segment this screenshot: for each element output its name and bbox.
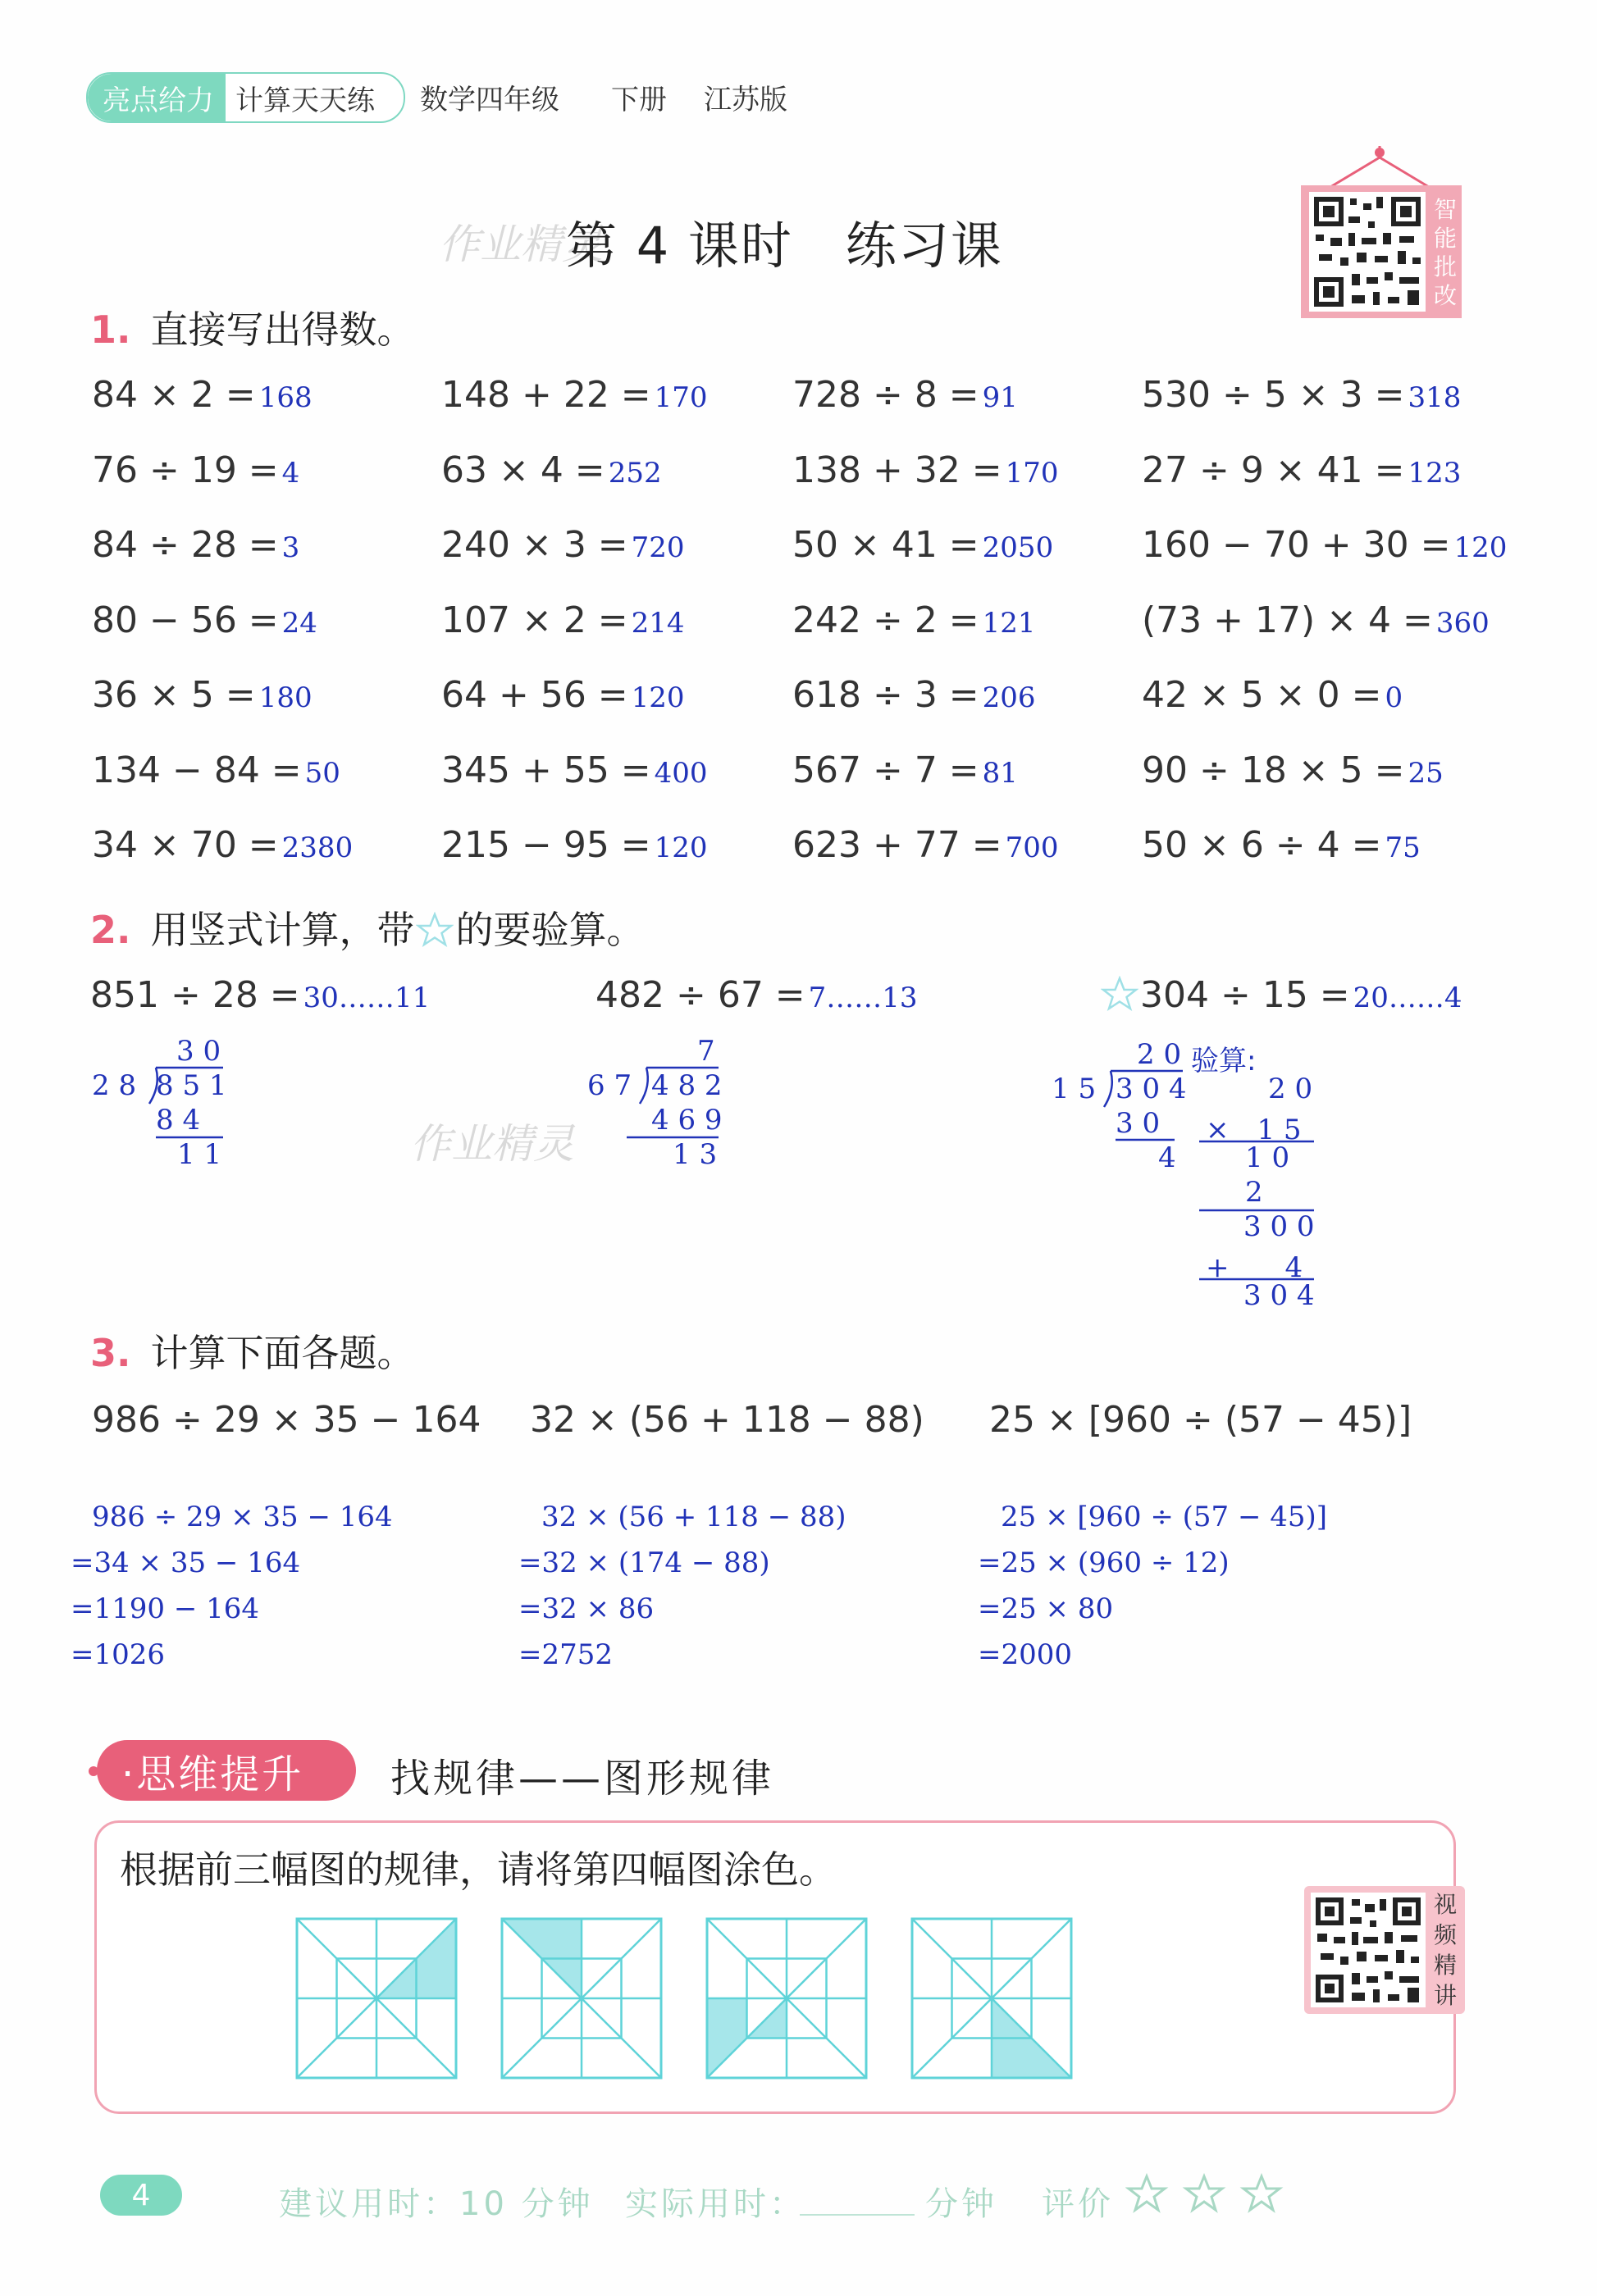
s2-problem-1: 851 ÷ 28 = 30……11 [90, 974, 431, 1016]
question: 50 × 6 ÷ 4 = [1142, 824, 1382, 866]
question: 138 + 32 = [792, 449, 1002, 491]
mental-math-item [792, 749, 1018, 791]
mental-math-item [441, 599, 685, 641]
answer: 400 [654, 756, 708, 790]
question: 728 ÷ 8 = [792, 374, 979, 416]
question: 242 ÷ 2 = [792, 599, 979, 641]
question: 27 ÷ 9 × 41 = [1142, 449, 1405, 491]
question: 84 ÷ 28 = [92, 524, 279, 566]
star-outline-icon [1101, 976, 1138, 1012]
figure-1 [297, 1919, 456, 2078]
rating-stars[interactable] [1125, 2171, 1298, 2221]
figure-3 [707, 1919, 866, 2078]
answer: 318 [1408, 381, 1462, 414]
question: 148 + 22 = [441, 374, 651, 416]
dividend: 3 0 4 [1116, 1073, 1187, 1105]
question: 215 − 95 = [441, 824, 651, 866]
qr-bottom-label: 视频精讲 [1433, 1891, 1457, 2009]
question: 134 − 84 = [92, 749, 302, 791]
mental-math-item [792, 599, 1036, 641]
check-line-6: + 4 [1206, 1251, 1303, 1284]
section-1-heading [90, 300, 414, 354]
mental-math-item [792, 524, 1053, 566]
question: 90 ÷ 18 × 5 = [1142, 749, 1405, 791]
mental-math-item [92, 674, 313, 716]
mental-math-item [441, 524, 685, 566]
mental-math-item [1142, 824, 1421, 866]
solution-step: 986 ÷ 29 × 35 − 164 [92, 1501, 393, 1533]
quotient: 7 [697, 1035, 715, 1068]
solution-step: =32 × 86 [518, 1592, 655, 1625]
answer: 2050 [982, 531, 1054, 564]
check-line-4: 2 [1245, 1176, 1263, 1209]
question: 567 ÷ 7 = [792, 749, 979, 791]
thinking-title: 找规律——图形规律 [390, 1756, 775, 1802]
time-unit: 分钟 [925, 2185, 997, 2223]
question: 240 × 3 = [441, 524, 628, 566]
mental-math-item [92, 449, 299, 491]
solution-step: 32 × (56 + 118 − 88) [541, 1501, 846, 1533]
question: 618 ÷ 3 = [792, 674, 979, 716]
check-line-3: 1 0 [1245, 1141, 1290, 1174]
question: 160 − 70 + 30 = [1142, 524, 1451, 566]
page-title: 第 4 课时 练习课 [566, 216, 1003, 276]
answer: 123 [1408, 456, 1462, 490]
series-label: 计算天天练 [235, 84, 375, 117]
qr-code-icon [1311, 1893, 1426, 2007]
watermark: 作业精灵 [439, 221, 603, 268]
mental-math-item [1142, 599, 1490, 641]
answer: 360 [1435, 606, 1490, 640]
divisor: 6 7 [587, 1069, 632, 1102]
rating-label: 评价 [1042, 2185, 1114, 2223]
solution-step: =2752 [518, 1638, 614, 1671]
answer: 3 [281, 531, 300, 564]
mental-math-item [792, 449, 1059, 491]
star-icon [1186, 2176, 1222, 2210]
answer: 2380 [281, 831, 354, 864]
thinking-prompt: 根据前三幅图的规律，请将第四幅图涂色。 [120, 1847, 837, 1892]
mental-math-item [441, 749, 708, 791]
answer: 24 [281, 606, 317, 640]
s3-problem-1: 986 ÷ 29 × 35 − 164 [92, 1399, 481, 1441]
subject-label: 数学四年级 [420, 84, 559, 116]
question: 80 − 56 = [92, 599, 279, 641]
solution-step: =34 × 35 − 164 [71, 1547, 301, 1579]
s3-problem-3: 25 × [960 ÷ (57 − 45)] [989, 1399, 1412, 1441]
answer: 170 [654, 381, 708, 414]
remainder: 4 [1158, 1141, 1176, 1174]
mental-math-item [1142, 374, 1461, 416]
section-2-title-b: 的要验算。 [455, 908, 645, 952]
question: 530 ÷ 5 × 3 = [1142, 374, 1405, 416]
section-2-heading [90, 900, 644, 954]
divisor: 2 8 [92, 1069, 137, 1102]
answer: 120 [1453, 531, 1508, 564]
answer: 25 [1408, 756, 1444, 790]
answer: 121 [982, 606, 1036, 640]
section-3-number: 3. [90, 1331, 131, 1375]
check-rules [1191, 1038, 1355, 1325]
mental-math-item [92, 599, 317, 641]
star-outline-icon [416, 912, 454, 948]
answer: 4 [281, 456, 300, 490]
answer: 50 [304, 756, 340, 790]
section-1-number: 1. [90, 308, 131, 352]
mental-math-item [441, 374, 708, 416]
badge-dot-icon [85, 1763, 102, 1779]
question: 36 × 5 = [92, 674, 256, 716]
s2-answer-3: 20……4 [1353, 982, 1462, 1014]
quotient: 3 0 [176, 1035, 221, 1068]
mental-math-item [792, 824, 1059, 866]
solution-step: 25 × [960 ÷ (57 − 45)] [1001, 1501, 1328, 1533]
answer: 214 [631, 606, 685, 640]
subtrahend: 4 6 9 [651, 1104, 723, 1137]
solution-step: =25 × (960 ÷ 12) [978, 1547, 1230, 1579]
figure-4 [912, 1919, 1071, 2078]
solution-step: =1190 − 164 [71, 1592, 260, 1625]
answer: 206 [982, 681, 1036, 714]
question: 84 × 2 = [92, 374, 256, 416]
answer: 75 [1385, 831, 1421, 864]
answer: 120 [654, 831, 708, 864]
question: 623 + 77 = [792, 824, 1002, 866]
answer: 120 [631, 681, 685, 714]
mental-math-item [92, 524, 299, 566]
question: 345 + 55 = [441, 749, 651, 791]
s2-problem-2: 482 ÷ 67 = 7……13 [595, 974, 918, 1016]
star-icon [1129, 2176, 1165, 2210]
answer: 91 [982, 381, 1018, 414]
mental-math-item [92, 749, 340, 791]
section-3-heading [90, 1323, 414, 1378]
division-bracket [92, 1035, 256, 1174]
watermark-2: 作业精灵 [410, 1120, 574, 1168]
quotient: 2 0 [1137, 1038, 1182, 1071]
mental-math-item [92, 374, 313, 416]
mental-math-item [792, 674, 1036, 716]
question: 42 × 5 × 0 = [1142, 674, 1382, 716]
mental-math-item [1142, 674, 1403, 716]
divisor: 1 5 [1052, 1073, 1097, 1105]
answer: 168 [258, 381, 313, 414]
check-line-5: 3 0 0 [1243, 1210, 1315, 1243]
mental-math-item [1142, 449, 1461, 491]
pattern-figures [295, 1917, 1075, 2081]
edition-label: 江苏版 [704, 84, 787, 116]
division-bracket [587, 1035, 751, 1174]
qr-bottom-card[interactable] [1304, 1886, 1465, 2014]
s3-problem-2: 32 × (56 + 118 − 88) [530, 1399, 924, 1441]
answer: 720 [631, 531, 685, 564]
verification [1191, 1038, 1355, 1325]
qr-top-card[interactable] [1298, 146, 1465, 321]
solution-step: =2000 [978, 1638, 1073, 1671]
question: (73 + 17) × 4 = [1142, 599, 1433, 641]
answer: 170 [1005, 456, 1059, 490]
question: 50 × 41 = [792, 524, 979, 566]
check-line-2: × 1 5 [1206, 1114, 1302, 1146]
dividend: 4 8 2 [651, 1069, 723, 1102]
figure-2 [502, 1919, 661, 2078]
mental-math-item [441, 449, 662, 491]
section-3-title: 计算下面各题。 [150, 1331, 415, 1375]
question: 76 ÷ 19 = [92, 449, 279, 491]
answer: 252 [608, 456, 662, 490]
mental-math-item [792, 374, 1018, 416]
check-label: 验算: [1191, 1045, 1257, 1077]
long-division-1 [92, 1035, 256, 1174]
long-division-2 [587, 1035, 751, 1174]
qr-top-label: 智能批改 [1433, 196, 1457, 309]
suggested-time: 建议用时：10 分钟 [279, 2185, 594, 2223]
question: 63 × 4 = [441, 449, 605, 491]
answer: 180 [258, 681, 313, 714]
page-number: 4 [100, 2175, 182, 2216]
answer: 81 [982, 756, 1018, 790]
dividend: 8 5 1 [156, 1069, 227, 1102]
solution-step: =1026 [71, 1638, 166, 1671]
mental-math-item [441, 824, 708, 866]
volume-label: 下册 [611, 84, 667, 116]
star-icon [1243, 2176, 1280, 2210]
check-line-7: 3 0 4 [1243, 1279, 1315, 1312]
remainder: 1 3 [673, 1138, 718, 1171]
check-line-1: 2 0 [1268, 1073, 1313, 1105]
section-2-number: 2. [90, 908, 131, 952]
actual-time-label: 实际用时： [625, 2185, 805, 2223]
mental-math-item [441, 674, 685, 716]
question: 107 × 2 = [441, 599, 628, 641]
mental-math-item [1142, 524, 1507, 566]
remainder: 1 1 [177, 1138, 222, 1171]
subtrahend: 3 0 [1116, 1107, 1161, 1140]
mental-math-item [1142, 749, 1444, 791]
section-2-title-a: 用竖式计算，带 [150, 908, 415, 952]
thinking-badge: ·思维提升 [97, 1740, 356, 1801]
brand-label: 亮点给力 [88, 74, 226, 121]
s2-answer-1: 30……11 [303, 982, 431, 1014]
s2-problem-3: 304 ÷ 15 = 20……4 [1101, 974, 1462, 1016]
actual-time-blank[interactable] [800, 2214, 915, 2216]
answer: 0 [1385, 681, 1403, 714]
question: 64 + 56 = [441, 674, 628, 716]
mental-math-item [92, 824, 353, 866]
s2-answer-2: 7……13 [808, 982, 918, 1014]
subtrahend: 8 4 [156, 1104, 201, 1137]
question: 34 × 70 = [92, 824, 279, 866]
solution-step: =25 × 80 [978, 1592, 1114, 1625]
section-1-title: 直接写出得数。 [150, 308, 415, 352]
solution-step: =32 × (174 − 88) [518, 1547, 770, 1579]
header-pill [86, 72, 405, 123]
answer: 700 [1005, 831, 1059, 864]
